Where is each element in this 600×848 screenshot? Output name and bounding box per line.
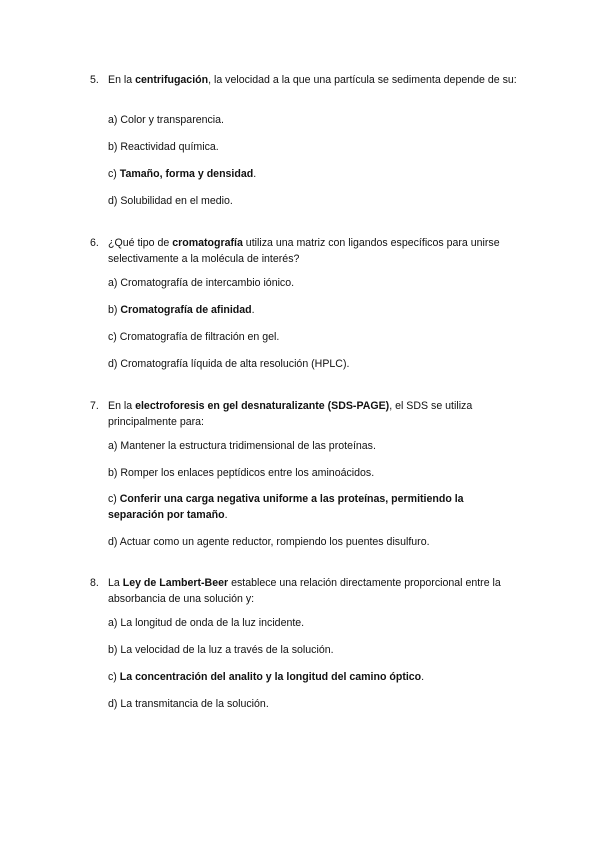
question-stem bbox=[108, 398, 530, 430]
option-a: a) Color y transparencia. bbox=[108, 114, 224, 126]
stem-text: En la bbox=[108, 400, 136, 412]
stem-text: utiliza una matriz con ligandos específicos para unirse selectivamente a la molécula de interés? bbox=[108, 237, 500, 265]
question-stem bbox=[108, 72, 530, 88]
option-b: b) La velocidad de la luz a través de la solución. bbox=[108, 644, 334, 656]
question-6 bbox=[90, 235, 530, 267]
question-number: 5. bbox=[90, 74, 99, 86]
stem-text: establece una relación directamente proporcional entre la absorbancia de una solución y: bbox=[108, 577, 501, 605]
correct-answer: Cromatografía de afinidad bbox=[120, 304, 252, 316]
stem-text: La bbox=[108, 577, 123, 589]
stem-bold-term: cromatografía bbox=[172, 237, 243, 249]
stem-bold-term: Ley de Lambert-Beer bbox=[122, 577, 229, 589]
stem-text: En la bbox=[108, 74, 136, 86]
option-b: b) Romper los enlaces peptídicos entre los aminoácidos. bbox=[108, 467, 375, 479]
option-c: c) Tamaño, forma y densidad. bbox=[108, 168, 257, 180]
question-number: 8. bbox=[90, 577, 99, 589]
option-b: b) Reactividad química. bbox=[108, 141, 219, 153]
correct-answer: Tamaño, forma y densidad bbox=[119, 168, 254, 180]
stem-text: , el SDS se utiliza principalmente para: bbox=[108, 400, 473, 428]
option-c: c) Cromatografía de filtración en gel. bbox=[108, 331, 280, 343]
stem-text: , la velocidad a la que una partícula se sedimenta depende de su: bbox=[208, 74, 517, 86]
option-a: a) La longitud de onda de la luz incidente. bbox=[108, 617, 305, 629]
question-number: 7. bbox=[90, 400, 99, 412]
option-d: d) La transmitancia de la solución. bbox=[108, 698, 269, 710]
option-a: a) Cromatografía de intercambio iónico. bbox=[108, 277, 295, 289]
stem-text: ¿Qué tipo de bbox=[108, 237, 173, 249]
correct-answer: La concentración del analito y la longitud del camino óptico bbox=[119, 671, 422, 683]
question-5 bbox=[90, 72, 530, 88]
question-7 bbox=[90, 398, 530, 430]
stem-bold-term: centrifugación bbox=[135, 74, 209, 86]
option-d: d) Cromatografía líquida de alta resolución (HPLC). bbox=[108, 358, 350, 370]
option-d: d) Actuar como un agente reductor, rompiendo los puentes disulfuro. bbox=[108, 536, 430, 548]
option-a: a) Mantener la estructura tridimensional de las proteínas. bbox=[108, 440, 376, 452]
option-d: d) Solubilidad en el medio. bbox=[108, 195, 233, 207]
question-stem bbox=[108, 575, 530, 607]
question-stem bbox=[108, 235, 530, 267]
option-c: c) Conferir una carga negativa uniforme a las proteínas, permitiendo la separación por tamaño. bbox=[108, 493, 464, 521]
option-b: b) Cromatografía de afinidad. bbox=[108, 304, 255, 316]
question-number: 6. bbox=[90, 237, 99, 249]
correct-answer: Conferir una carga negativa uniforme a las proteínas, permitiendo la separación por tamaño bbox=[108, 493, 464, 521]
question-8 bbox=[90, 575, 530, 607]
stem-bold-term: electroforesis en gel desnaturalizante (SDS-PAGE) bbox=[135, 400, 390, 412]
option-c: c) La concentración del analito y la longitud del camino óptico. bbox=[108, 671, 425, 683]
